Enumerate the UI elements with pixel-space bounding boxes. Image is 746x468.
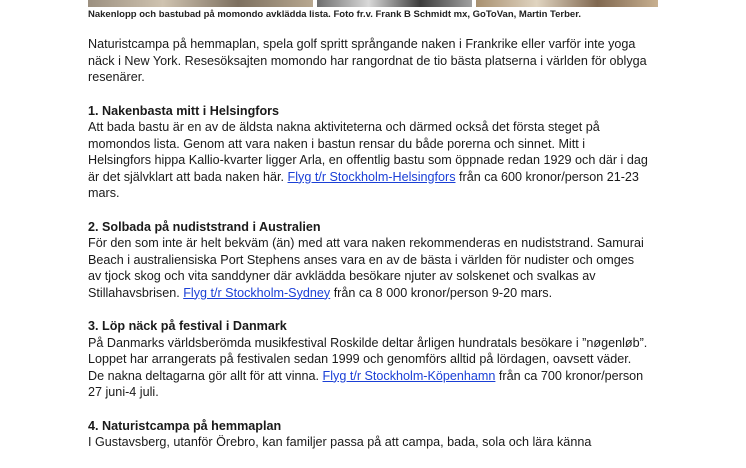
section-4 (88, 418, 648, 451)
section-heading: 4. Naturistcampa på hemmaplan (88, 418, 282, 433)
section-3 (88, 318, 648, 401)
article-body (88, 36, 648, 468)
intro-paragraph: Naturistcampa på hemmaplan, spela golf spritt språngande naken i Frankrike eller varför inte yoga näck i New York. Resesöksajten momondo har rangordnat de tio bästa platserna i världen för oblyga resenärer. (88, 37, 647, 84)
section-price: från ca 600 kronor/person 21-23 mars. (88, 169, 639, 200)
photo-caption: Nakenlopp och bastubad på momondo avklädda lista. Foto fr.v. Frank B Schmidt mx, GoToVan, Martin Terber. (88, 9, 582, 20)
section-2 (88, 219, 648, 302)
section-heading: 2. Solbada på nudiststrand i Australien (88, 219, 321, 234)
flight-link-kopenhamn[interactable]: Flyg t/r Stockholm-Köpenhamn (322, 368, 496, 383)
section-body: För den som inte är helt bekväm (än) med att vara naken rekommenderas en nudiststrand. Samurai Beach i australiensiska Port Stephens anses vara en av de bästa i världen för nudister och omges av tjock skog och vita sanddyner där avklädda besökare njuter av solskenet och svalkas av Stillahavsbrisen. (88, 236, 644, 300)
flight-link-sydney[interactable]: Flyg t/r Stockholm-Sydney (183, 285, 331, 300)
section-body: Att bada bastu är en av de äldsta nakna aktiviteterna och därmed också det första steget på momondos lista. Genom att vara naken i bastun rensar du både porerna och sinnet. Mitt i Helsingfors hippa Kallio-kvarter ligger Arla, en offentlig bastu som öppnade redan 1929 och där i dag är det självklart att bada naken här. (88, 120, 648, 184)
section-body: På Danmarks världsberömda musikfestival Roskilde deltar årligen hundratals besökare i ”nøgenløb”. Loppet har arrangerats på festivalen sedan 1999 och genomförs alltid på lördagen, oavsett väder. De nakna deltagarna gör allt för att vinna. (88, 335, 648, 383)
flight-link-helsingfors[interactable]: Flyg t/r Stockholm-Helsingfors (287, 169, 456, 184)
photo-festival (476, 0, 658, 7)
section-price: från ca 8 000 kronor/person 9-20 mars. (333, 285, 553, 300)
section-heading: 1. Nakenbasta mitt i Helsingfors (88, 103, 280, 118)
photo-nakenlopp (88, 0, 313, 7)
section-body: I Gustavsberg, utanför Örebro, kan familjer passa på att campa, bada, sola och lära känna (88, 435, 592, 449)
photo-strip (88, 0, 658, 7)
section-heading: 3. Löp näck på festival i Danmark (88, 319, 287, 333)
section-1 (88, 103, 648, 202)
section-price: från ca 700 kronor/person 27 juni-4 juli. (88, 368, 644, 399)
photo-bastu (317, 0, 472, 7)
